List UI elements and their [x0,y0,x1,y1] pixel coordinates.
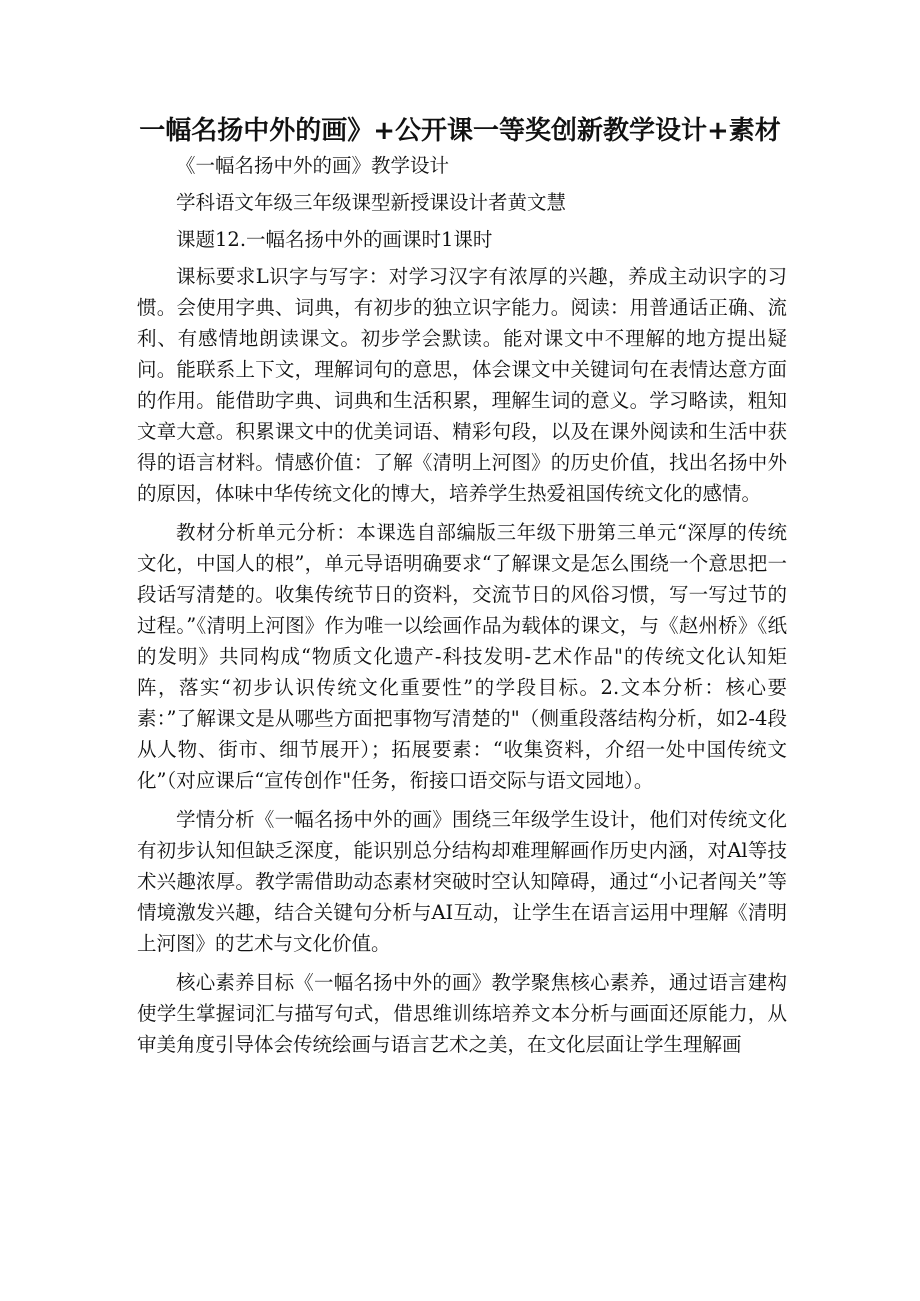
document-body [137,150,787,1060]
textbook-analysis-paragraph: 教材分析单元分析：本课选自部编版三年级下册第三单元“深厚的传统文化，中国人的根”，单元导语明确要求“了解课文是怎么围绕一个意思把一段话写清楚的。收集传统节日的资料，交流节日的风俗习惯，写一写过节的过程。”《清明上河图》作为唯一以绘画作品为载体的课文，与《赵州桥》《纸的发明》共同构成“物质文化遗产-科技发明-艺术作品"的传统文化认知矩阵，落实“初步认识传统文化重要性”的学段目标。2.文本分析：核心要素：”了解课文是从哪些方面把事物写清楚的"（侧重段落结构分析，如2-4段从人物、街市、细节展开）；拓展要素：“收集资料，介绍一处中国传统文化”（对应课后“宣传创作"任务，衔接口语交际与语文园地）。 [137,521,787,792]
lesson-heading: 《一幅名扬中外的画》教学设计 [176,154,450,177]
document-title: 一幅名扬中外的画》+公开课一等奖创新教学设计+素材 [139,116,781,146]
lesson-topic-line: 课题12.一幅名扬中外的画课时1课时 [176,228,493,251]
curriculum-requirements-paragraph: 课标要求L识字与写字：对学习汉字有浓厚的兴趣，养成主动识字的习惯。会使用字典、词典，有初步的独立识字能力。阅读：用普通话正确、流利、有感情地朗读课文。初步学会默读。能对课文中不理解的地方提出疑问。能联系上下文，理解词句的意思，体会课文中关键词句在表情达意方面的作用。能借助字典、词典和生活积累，理解生词的意义。学习略读，粗知文章大意。积累课文中的优美词语、精彩句段，以及在课外阅读和生活中获得的语言材料。情感价值：了解《清明上河图》的历史价值，找出名扬中外的原因，体味中华传统文化的博大，培养学生热爱祖国传统文化的感情。 [137,265,787,505]
core-literacy-paragraph: 核心素养目标《一幅名扬中外的画》教学聚焦核心素养，通过语言建构使学生掌握词汇与描写句式，借思维训练培养文本分析与画面还原能力，从审美角度引导体会传统绘画与语言艺术之美，在文化层面让学生理解画 [137,971,787,1056]
student-analysis-paragraph: 学情分析《一幅名扬中外的画》围绕三年级学生设计，他们对传统文化有初步认知但缺乏深度，能识别总分结构却难理解画作历史内涵，对Al等技术兴趣浓厚。教学需借助动态素材突破时空认知障碍，通过“小记者闯关”等情境激发兴趣，结合关键句分析与AI互动，让学生在语言运用中理解《清明上河图》的艺术与文化价值。 [137,808,787,955]
course-info-line: 学科语文年级三年级课型新授课设计者黄文慧 [176,191,567,214]
